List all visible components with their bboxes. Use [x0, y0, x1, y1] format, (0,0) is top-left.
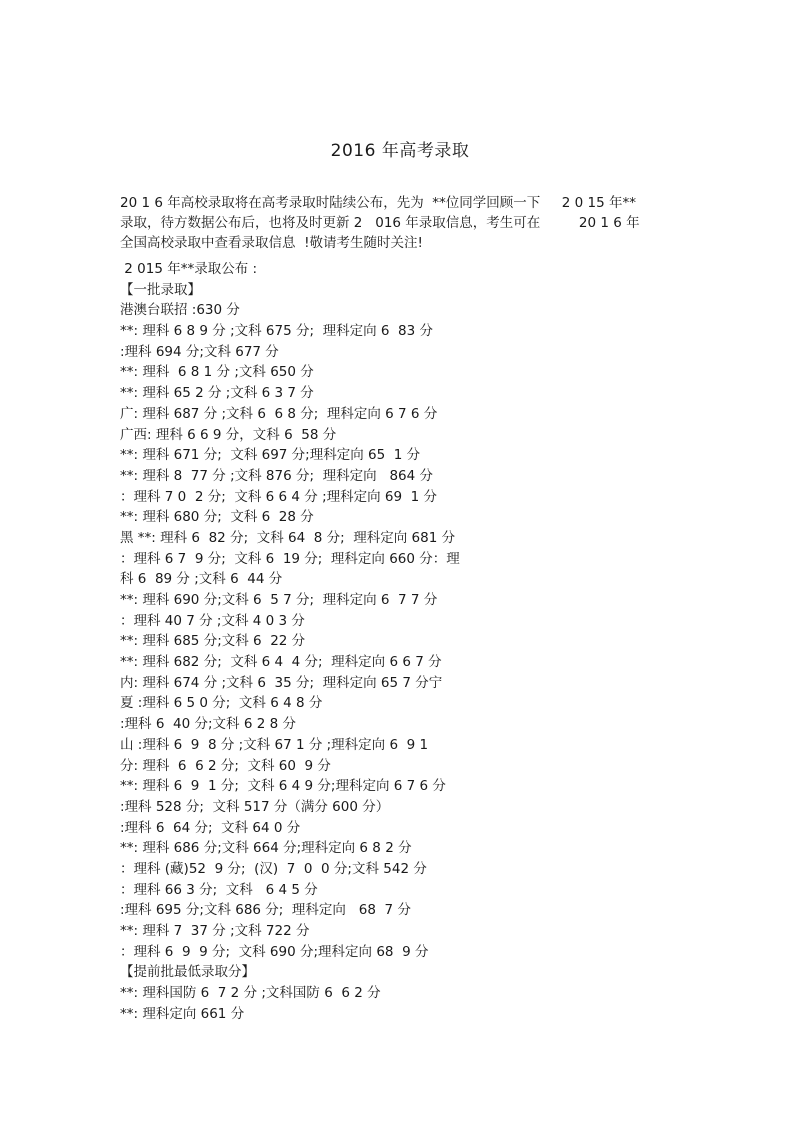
list-line: 山 :理科 6 9 8 分 ;文科 67 1 分 ;理科定向 6 9 1	[120, 736, 429, 753]
list-line: ：理科 6 7 9 分; 文科 6 19 分; 理科定向 660 分：理	[120, 550, 460, 567]
list-line: **: 理科 6 8 1 分 ;文科 650 分	[120, 364, 314, 381]
list-line: **: 理科定向 661 分	[120, 1005, 245, 1022]
list-line: 广西: 理科 6 6 9 分，文科 6 58 分	[120, 426, 337, 443]
list-line: ：理科 6 9 9 分; 文科 690 分;理科定向 68 9 分	[120, 943, 429, 960]
list-line: :理科 694 分;文科 677 分	[120, 343, 279, 360]
intro-line: 全国高校录取中查看录取信息 !敬请考生随时关注!	[120, 235, 423, 251]
list-line: **: 理科国防 6 7 2 分 ;文科国防 6 6 2 分	[120, 985, 381, 1002]
list-line: **: 理科 680 分; 文科 6 28 分	[120, 509, 314, 526]
list-line: **: 理科 6 9 1 分; 文科 6 4 9 分;理科定向 6 7 6 分	[120, 778, 446, 795]
list-line: 分: 理科 6 6 2 分; 文科 60 9 分	[120, 757, 331, 774]
list-line: **: 理科 682 分; 文科 6 4 4 分; 理科定向 6 6 7 分	[120, 654, 442, 671]
list-line: **: 理科 685 分;文科 6 22 分	[120, 633, 306, 650]
list-line: **: 理科 8 77 分 ;文科 876 分; 理科定向 864 分	[120, 467, 434, 484]
list-line: :理科 695 分;文科 686 分; 理科定向 68 7 分	[120, 902, 411, 919]
list-line: ：理科 (藏)52 9 分; (汉) 7 0 0 分;文科 542 分	[120, 860, 427, 877]
list-line: **: 理科 65 2 分 ;文科 6 3 7 分	[120, 385, 314, 402]
document-title: 2016 年高考录取	[330, 141, 470, 161]
list-line: :理科 6 64 分; 文科 64 0 分	[120, 819, 301, 836]
list-line: 夏 :理科 6 5 0 分; 文科 6 4 8 分	[120, 695, 323, 712]
list-line: 黑 **: 理科 6 82 分; 文科 64 8 分; 理科定向 681 分	[120, 529, 456, 546]
list-line: 【一批录取】	[120, 281, 201, 298]
intro-line: 录取，待方数据公布后，也将及时更新 2 016 年录取信息，考生可在 20 1 6 年	[120, 215, 640, 231]
list-line: 2 015 年**录取公布 :	[120, 261, 258, 277]
list-line: **: 理科 671 分; 文科 697 分;理科定向 65 1 分	[120, 447, 421, 464]
score-list	[120, 259, 680, 1024]
list-line: 内: 理科 674 分 ;文科 6 35 分; 理科定向 65 7 分宁	[120, 674, 443, 691]
list-line: ：理科 66 3 分; 文科 6 4 5 分	[120, 881, 318, 898]
intro-paragraph	[120, 193, 680, 253]
list-line: 港澳台联招 :630 分	[120, 302, 240, 319]
list-line: ：理科 7 0 2 分; 文科 6 6 4 分 ;理科定向 69 1 分	[120, 488, 438, 505]
list-line: **: 理科 6 8 9 分 ;文科 675 分; 理科定向 6 83 分	[120, 323, 434, 340]
list-line: **: 理科 690 分;文科 6 5 7 分; 理科定向 6 7 7 分	[120, 592, 438, 608]
intro-line: 20 1 6 年高校录取将在高考录取时陆续公布，先为 **位同学回顾一下 2 0 15 年**	[120, 195, 636, 211]
list-line: **: 理科 686 分;文科 664 分;理科定向 6 8 2 分	[120, 840, 412, 857]
list-line: 广: 理科 687 分 ;文科 6 6 8 分; 理科定向 6 7 6 分	[120, 405, 438, 422]
list-line: :理科 528 分; 文科 517 分（满分 600 分）	[120, 798, 390, 815]
list-line: **: 理科 7 37 分 ;文科 722 分	[120, 923, 310, 939]
list-line: :理科 6 40 分;文科 6 2 8 分	[120, 716, 296, 733]
list-line: 科 6 89 分 ;文科 6 44 分	[120, 571, 283, 588]
list-line: ：理科 40 7 分 ;文科 4 0 3 分	[120, 612, 305, 629]
list-line: 【提前批最低录取分】	[120, 964, 255, 981]
